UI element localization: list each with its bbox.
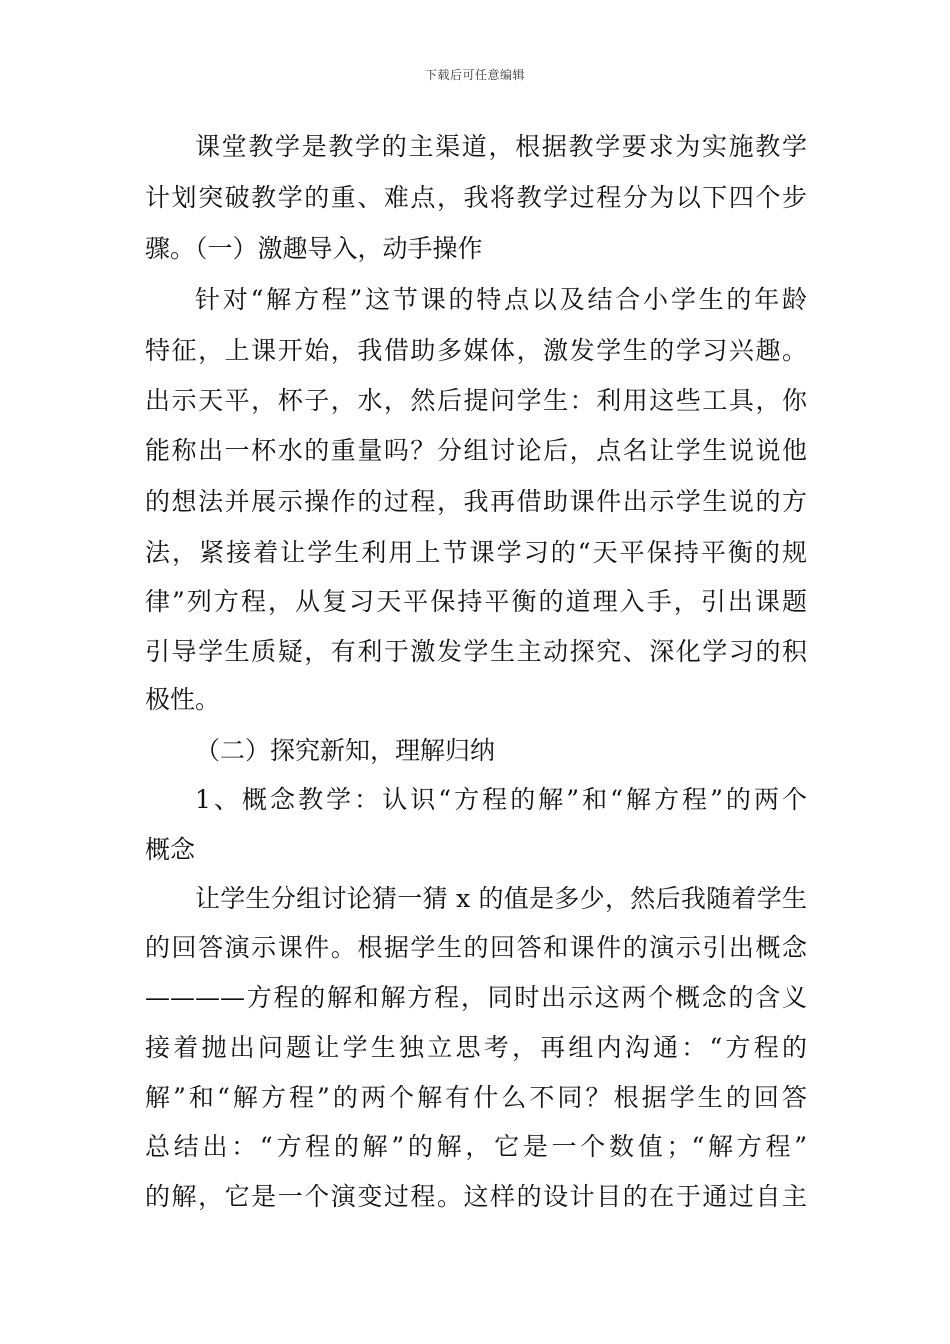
section-heading: （二）探究新知，理解归纳 <box>195 736 496 765</box>
text-line: 解”和“解方程”的两个解有什么不同？根据学生的回答 <box>145 1083 807 1112</box>
text-line: 法，紧接着让学生利用上节课学习的“天平保持平衡的规 <box>145 538 807 567</box>
text-line: 的想法并展示操作的过程，我再借助课件出示学生说的方 <box>145 487 807 516</box>
text-line: 骤。（一）激趣导入，动手操作 <box>145 234 483 263</box>
text-line: 课堂教学是教学的主渠道，根据教学要求为实施教学 <box>195 132 807 161</box>
text-line: 让学生分组讨论猜一猜 x 的值是多少，然后我随着学生 <box>195 884 807 913</box>
text-line: 能称出一杯水的重量吗？分组讨论后，点名让学生说说他 <box>145 436 807 465</box>
text-line: 律”列方程，从复习天平保持平衡的道理入手，引出课题 <box>145 587 807 616</box>
text-line: 针对“解方程”这节课的特点以及结合小学生的年龄 <box>195 285 807 314</box>
text-line: 极性。 <box>145 685 221 714</box>
text-line: 的回答演示课件。根据学生的回答和课件的演示引出概念 <box>145 933 807 962</box>
text-line: 接着抛出问题让学生独立思考，再组内沟通：“方程的 <box>145 1033 807 1062</box>
text-line: ————方程的解和解方程，同时出示这两个概念的含义 <box>145 983 807 1012</box>
text-line: 引导学生质疑，有利于激发学生主动探究、深化学习的积 <box>145 637 807 666</box>
text-line: 1、概念教学：认识“方程的解”和“解方程”的两个 <box>195 785 807 814</box>
text-line: 特征，上课开始，我借助多媒体，激发学生的学习兴趣。 <box>145 336 807 365</box>
text-line: 出示天平，杯子，水，然后提问学生：利用这些工具，你 <box>145 386 807 415</box>
text-line: 总结出：“方程的解”的解，它是一个数值；“解方程” <box>145 1132 807 1161</box>
text-line: 概念 <box>145 835 196 864</box>
text-line: 的解，它是一个演变过程。这样的设计目的在于通过自主 <box>145 1182 807 1211</box>
text-line: 计划突破教学的重、难点，我将教学过程分为以下四个步 <box>145 183 807 212</box>
page-header: 下载后可任意编辑 <box>424 68 525 82</box>
